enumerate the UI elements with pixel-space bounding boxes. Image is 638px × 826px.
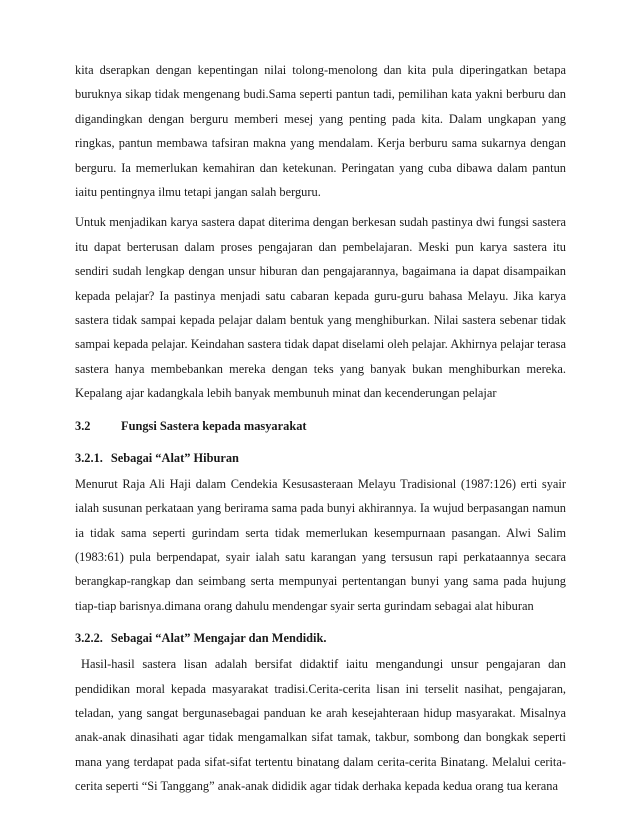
paragraph-dwi-fungsi-sastera: Untuk menjadikan karya sastera dapat diterima dengan berkesan sudah pastinya dwi fungsi sastera itu dapat berterusan dalam proses pengajaran dan pembelajaran. Meski pun karya sastera itu sendiri sudah lengkap dengan unsur hiburan dan pengajarannya, bagaimana ia dapat disampaikan kepada pelajar? Ia pastinya menjadi satu cabaran kepada guru-guru bahasa Melayu. Jika karya sastera tidak sampai kepada pelajar dalam bentuk yang menghiburkan. Nilai sastera sebenar tidak sampai kepada pelajar. Keindahan sastera tidak dapat diselami oleh pelajar. Akhirnya pelajar terasa sastera hanya membebankan mereka dengan teks yang banyak bukan menghiburkan mereka. Kepalang ajar kadangkala lebih banyak membunuh minat dan kecenderungan pelajar [75, 215, 566, 401]
section-heading-3-2-2 [75, 626, 566, 650]
paragraph-syair-hiburan: Menurut Raja Ali Haji dalam Cendekia Kesusasteraan Melayu Tradisional (1987:126) erti syair ialah susunan perkataan yang berirama sama pada bunyi akhirannya. Ia wujud berpasangan namun ia tidak sama seperti gurindam serta tidak memerlukan kesempurnaan pasangan. Alwi Salim (1983:61) pula berpendapat, syair ialah satu karangan yang tersusun rapi perkataannya secara berangkap-rangkap dan seimbang serta mempunyai pertentangan bunyi yang sama pada hujung tiap-tiap barisnya.dimana orang dahulu mendengar syair serta gurindam sebagai alat hiburan [75, 476, 566, 613]
paragraph-berburu-berguru: kita dserapkan dengan kepentingan nilai tolong-menolong dan kita pula diperingatkan betapa buruknya sikap tidak mengenang budi.Sama seperti pantun tadi, pemilihan kata yakni berburu dan digandingkan dengan berguru memberi mesej yang penting pada kita. Dalam ungkapan yang ringkas, pantun membawa tafsiran makna yang mendalam. Kerja berburu sama sukarnya dengan berguru. Ia memerlukan kemahiran dan ketekunan. Peringatan yang cuba dibawa dalam pantun iaitu pentingnya ilmu tetapi jangan salah berguru. [75, 63, 566, 200]
section-number: 3.2.2. [75, 631, 103, 646]
section-title: Fungsi Sastera kepada masyarakat [121, 418, 307, 433]
section-number: 3.2.1. [75, 450, 103, 465]
paragraph-sastera-lisan-didaktif: Hasil-hasil sastera lisan adalah bersifat didaktif iaitu mengandungi unsur pengajaran dan pendidikan moral kepada masyarakat tradisi.Cerita-cerita lisan ini terselit nasihat, pengajaran, teladan, yang sangat bergunasebagai panduan ke arah kesejahteraan hidup masyarakat. Misalnya anak-anak dinasihati agar tidak mengamalkan sifat tamak, takbur, sombong dan bongkak seperti mana yang terdapat pada sifat-sifat tertentu binatang dalam cerita-cerita Binatang. Melalui cerita-cerita seperti “Si Tanggang” anak-anak dididik agar tidak derhaka kepada kedua orang tua kerana [75, 657, 566, 794]
section-title: Sebagai “Alat” Mengajar dan Mendidik. [110, 631, 327, 646]
section-title: Sebagai “Alat” Hiburan [110, 450, 239, 465]
section-heading-3-2-1 [75, 446, 566, 470]
section-heading-3-2 [75, 414, 566, 438]
section-number: 3.2 [75, 418, 91, 433]
